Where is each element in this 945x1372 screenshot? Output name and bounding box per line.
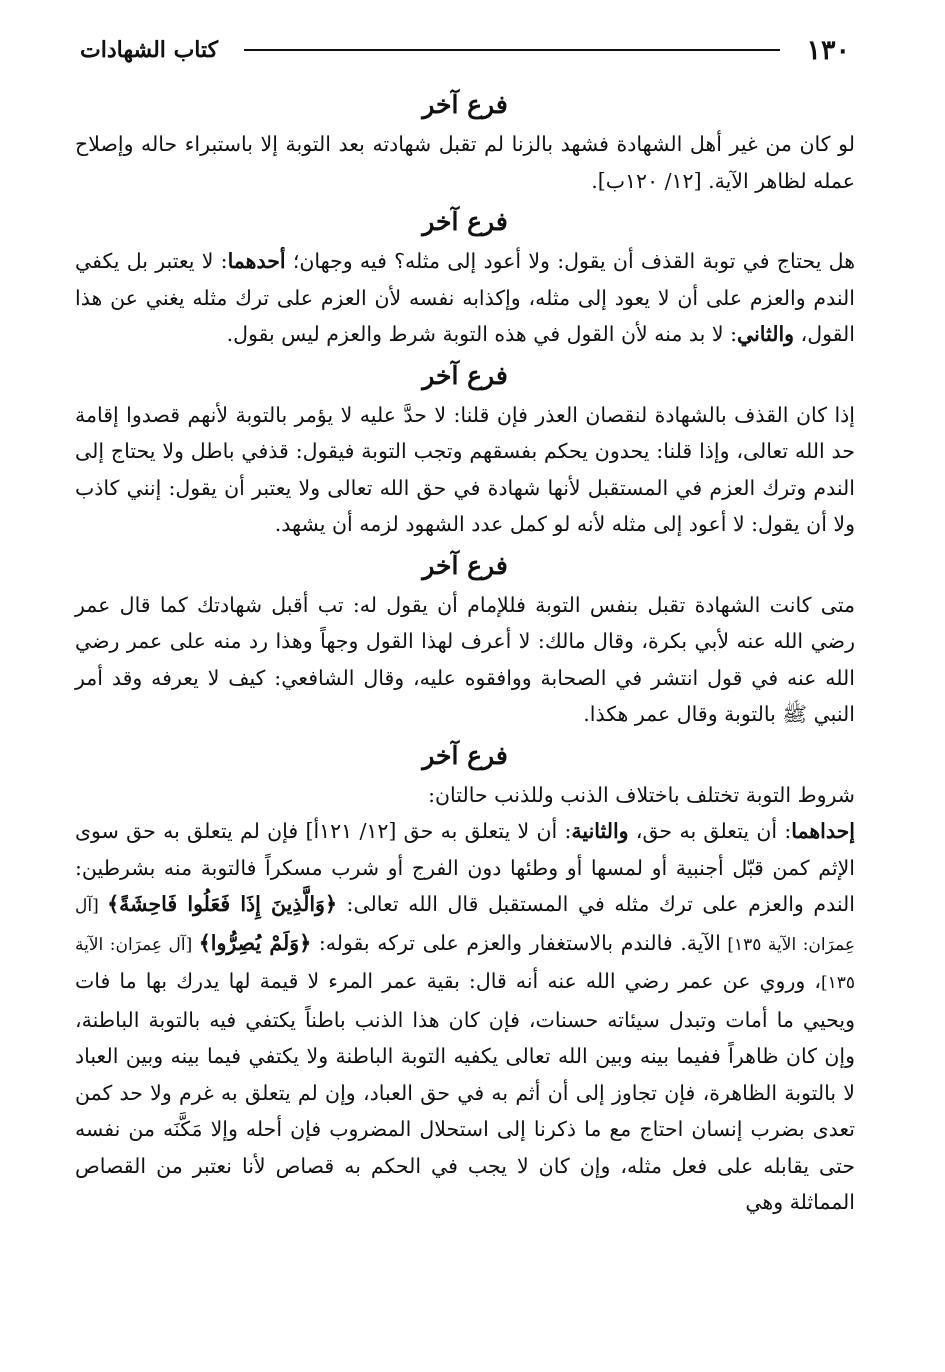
section-intro: شروط التوبة تختلف باختلاف الذنب وللذنب حالتان: xyxy=(428,782,855,807)
bold-term: والثاني xyxy=(736,322,795,346)
paragraph-text: ، وروي عن عمر رضي الله عنه أنه قال: بقية عمر المرء لا قيمة لها يدرك بها ما فات ويحيي ما أمات وتبدل سيئاته حسنات، فإن كان هذا الذنب باطناً يكتفي فيه بالتوبة الباطنة، وإن كان ظاهراً ففيما بينه وبين الله تعالى يكفيه التوبة الباطنة ولا يكتفي فيما بينه وبين العباد لا بالتوبة الظاهرة، فإن تجاوز إلى أن أثم به في حق العباد، وإن لم يتعلق به غرم ولا حد كمن تعدى بضرب إنسان احتاج مع ما ذكرنا إلى استحلال المضروب فإن أحله وإلا مَكَّنَه من نفسه حتى يقابله على فعل مثله، وإن كان لا يجب في الحكم به قصاص لأنا نعتبر من القصاص المماثلة وهي xyxy=(75,969,855,1214)
section-heading: فرع آخر xyxy=(422,207,508,236)
header-rule xyxy=(244,49,780,51)
section-paragraph: لو كان من غير أهل الشهادة فشهد بالزنا لم تقبل شهادته بعد التوبة إلا باستبراء حاله وإصلاح عمله لظاهر الآية. [١٢/ ١٢٠ب]. xyxy=(75,132,855,193)
quran-verse: ﴿وَلَمْ يُصِرُّوا﴾ xyxy=(198,930,312,955)
section-heading: فرع آخر xyxy=(422,90,508,119)
verse-reference: [آل عِمرَان: الآية ١٣٥] xyxy=(75,896,855,955)
section-heading: فرع آخر xyxy=(422,550,508,580)
paragraph-text: الآية. فالندم بالاستغفار والعزم على تركه بقوله: xyxy=(311,930,721,955)
book-title: كتاب الشهادات xyxy=(80,37,219,63)
page-number: ١٣٠ xyxy=(806,34,850,66)
quran-verse: ﴿وَالَّذِينَ إِذَا فَعَلُوا فَاحِشَةً﴾ xyxy=(107,892,337,916)
section-paragraph: إذا كان القذف بالشهادة لنقصان العذر فإن قلنا: لا حدَّ عليه لا يؤمر بالتوبة لأنهم قصدوا إقامة حد الله تعالى، وإذا قلنا: يحدون يحكم بفسقهم وتجب التوبة فيقول: قذفي باطل ولا يحتاج إلى الندم وترك العزم في المستقبل لأنها شهادة في حق الله تعالى ولا يعتبر أن يقول: إنني كاذب ولا أن يقول: لا أعود إلى مثله لأنه لو كمل عدد الشهود لزمه أن يشهد. xyxy=(75,402,855,536)
paragraph-text: : أن لا يتعلق به حق [١٢/ ١٢١أ] فإن لم يتعلق به حق سوى الإثم كمن قبّل أجنبية أو لمسها أو وطئها دون الفرج أو شرب مسكراً فالتوبة منه بشرطين: الندم والعزم على ترك مثله في المستقبل قال الله تعالى: xyxy=(75,819,855,916)
paragraph-text: : لا بد منه لأن القول في هذه التوبة شرط والعزم ليس بقول. xyxy=(226,322,737,346)
section-heading: فرع آخر xyxy=(422,740,508,770)
paragraph-text: هل يحتاج في توبة القذف أن يقول: ولا أعود إلى مثله؟ فيه وجهان؛ xyxy=(285,249,856,273)
section-heading: فرع آخر xyxy=(422,360,508,390)
paragraph-text: : لا يعتبر بل يكفي الندم والعزم على أن لا يعود إلى مثله، وإكذابه نفسه لأن العزم على ترك مثله يغني عن هذا القول، xyxy=(75,249,855,346)
section-paragraph xyxy=(75,243,855,353)
bold-term: إحداهما xyxy=(791,819,855,843)
paragraph-text: : أن يتعلق به حق، xyxy=(628,819,792,843)
page-header xyxy=(80,30,850,70)
page-body xyxy=(75,82,855,1221)
section-paragraph xyxy=(75,813,855,1221)
section-paragraph: متى كانت الشهادة تقبل بنفس التوبة فللإمام أن يقول له: تب أقبل شهادتك كما قال عمر رضي الله عنه لأبي بكرة، وقال مالك: لا أعرف لهذا القول وجهاً وهذا رد منه على عمر رضي الله عنه في قول انتشر في الصحابة ووافقوه عليه، وقال الشافعي: كيف لا يعرفه وقد أمر النبي ﷺ بالتوبة وقال عمر هكذا. xyxy=(75,592,855,726)
bold-term: والثانية xyxy=(571,819,629,843)
verse-reference: [آل عِمرَان: الآية ١٣٥] xyxy=(75,934,855,993)
bold-term: أحدهما xyxy=(227,249,286,273)
